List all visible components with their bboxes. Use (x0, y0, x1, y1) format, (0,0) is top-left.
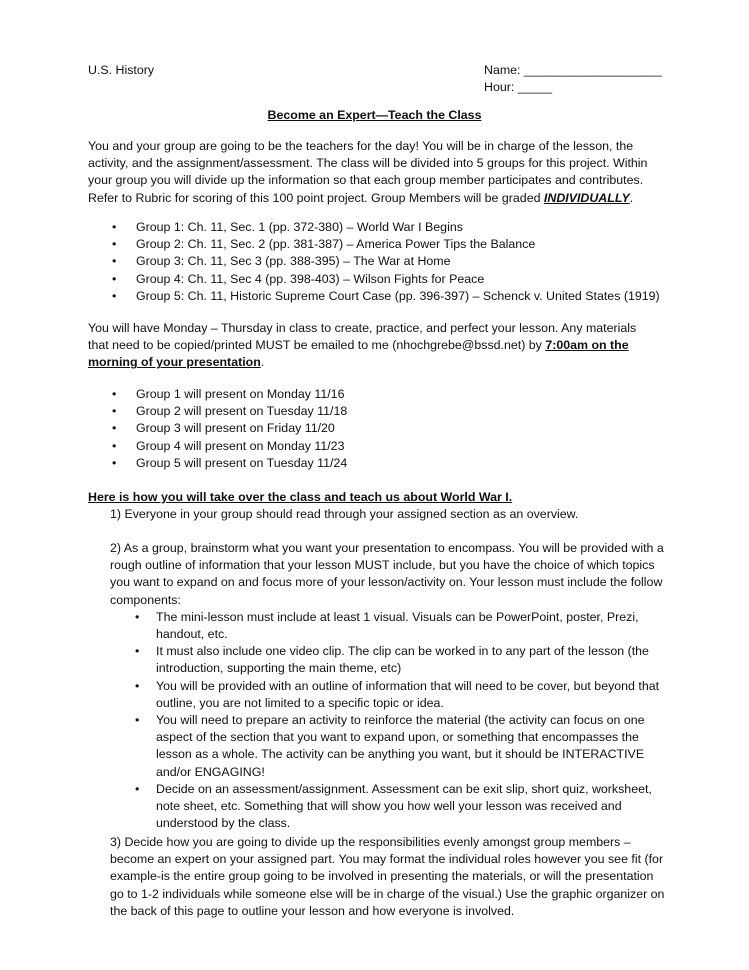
deadline-text: 7:00am on the morning of your presentation (88, 338, 629, 370)
group-item: • Group 1: Ch. 11, Sec. 1 (pp. 372-380) – World War I Begins (112, 219, 672, 236)
group-item: • Group 4: Ch. 11, Sec 4 (pp. 398-403) – Wilson Fights for Peace (112, 271, 672, 288)
component-item: • You will be provided with an outline of information that will need to be cover, but beyond that outline, you are not limited to a specific topic or idea. (135, 678, 670, 712)
name-field-label: Name: ____________________ (484, 63, 662, 77)
component-item: • You will need to prepare an activity to reinforce the material (the activity can focus on one aspect of the section that you want to expand upon, or something that encompasses the lesson as a whole. The activity can be anything you want, but it should be INTERACTIVE and/or ENGAGING! (135, 712, 670, 781)
intro-emphasis: INDIVIDUALLY (543, 190, 630, 205)
step-3: 3) Decide how you are going to divide up the responsibilities evenly amongst group members – become an expert on your assigned part. You may format the individual roles however you see fit (for example-is the entire group going to be involved in presenting the materials, or will the presentation go to 1-2 individuals while someone else will be in charge of the visual.) Use the graphic organizer on the back of this page to outline your lesson and how everyone is involved. (110, 835, 665, 918)
group-item: • Group 3: Ch. 11, Sec 3 (pp. 388-395) – The War at Home (112, 253, 672, 270)
presentation-item: • Group 1 will present on Monday 11/16 (112, 386, 672, 403)
presentation-item: • Group 2 will present on Tuesday 11/18 (112, 403, 672, 420)
group-item: • Group 2: Ch. 11, Sec. 2 (pp. 381-387) – America Power Tips the Balance (112, 236, 672, 253)
step-2-text: 2) As a group, brainstorm what you want your presentation to encompass. You will be provided with a rough outline of information that your lesson MUST include, but you have the choice of which topics you want to expand on and focus more of your lesson/activity on. Your lesson must include the follow components: (110, 541, 664, 607)
presentation-item: • Group 5 will present on Tuesday 11/24 (112, 455, 672, 472)
step-1: 1) Everyone in your group should read through your assigned section as an overview. (110, 507, 579, 521)
presentation-item: • Group 3 will present on Friday 11/20 (112, 420, 672, 437)
page-title: Become an Expert—Teach the Class (267, 108, 482, 122)
course-label: U.S. History (88, 63, 155, 77)
step-2 (110, 540, 670, 832)
presentation-item: • Group 4 will present on Monday 11/23 (112, 438, 672, 455)
group-item: • Group 5: Ch. 11, Historic Supreme Court Case (pp. 396-397) – Schenck v. United States (1919) (112, 288, 672, 305)
presentation-list (112, 386, 672, 472)
group-list (112, 219, 672, 305)
intro-text: You and your group are going to be the teachers for the day! You will be in charge of the lesson, the activity, and the assignment/assessment. The class will be divided into 5 groups for this project. Within your group you will divide up the information so that each group member participates and contributes. Refer to Rubric for scoring of this 100 point project. Group Members will be graded (88, 139, 648, 205)
steps-heading: Here is how you will take over the class and teach us about World War I. (88, 490, 513, 504)
component-item: • Decide on an assessment/assignment. Assessment can be exit slip, short quiz, worksheet, note sheet, etc. Something that will show you how well your lesson was received and understood by the class. (135, 781, 670, 833)
name-hour-block (484, 62, 662, 96)
schedule-paragraph (88, 320, 660, 372)
schedule-end: . (260, 355, 265, 370)
component-item: • The mini-lesson must include at least 1 visual. Visuals can be PowerPoint, poster, Prezi, handout, etc. (135, 609, 670, 643)
component-list (135, 609, 670, 833)
intro-end: . (629, 190, 634, 205)
hour-field-label: Hour: _____ (484, 80, 553, 95)
intro-paragraph (88, 138, 660, 207)
schedule-text: You will have Monday – Thursday in class to create, practice, and perfect your lesson. Any materials that need to be copied/printed MUST be emailed to me (nhochgrebe@bssd.net) by (88, 321, 637, 353)
component-item: • It must also include one video clip. The clip can be worked in to any part of the lesson (the introduction, supporting the main theme, etc) (135, 643, 670, 677)
